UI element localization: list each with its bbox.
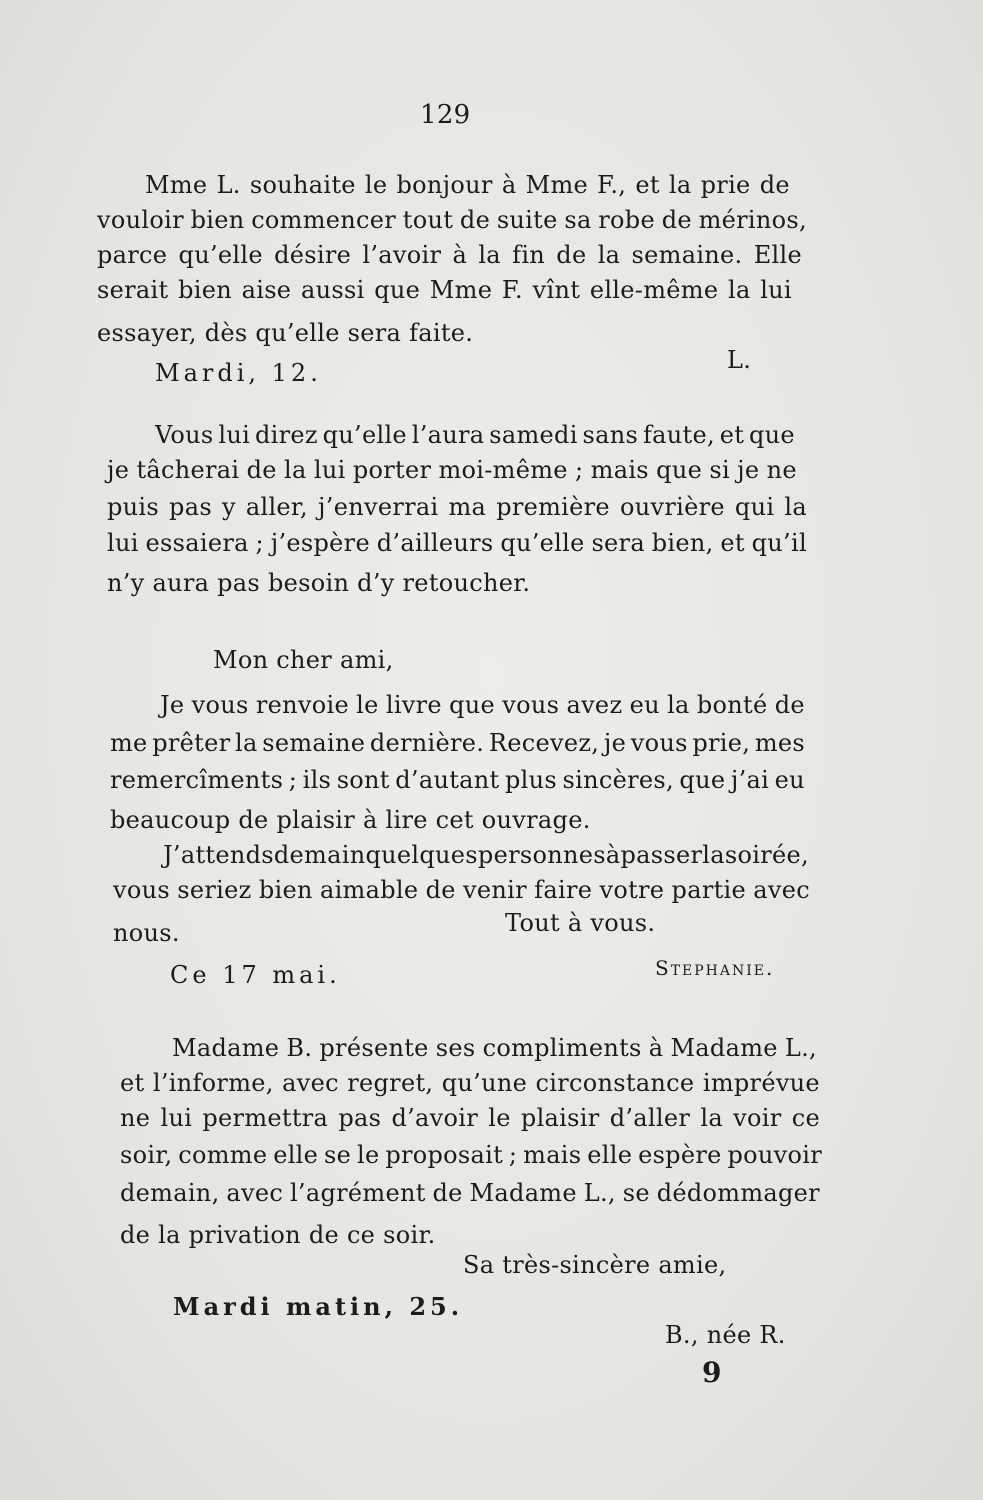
letter-1-line-text-word: mérinos, xyxy=(698,206,807,234)
letter-3-line-text-word: d’aller xyxy=(609,1104,691,1132)
letter-2-line-text-word: J’attends xyxy=(163,841,274,869)
letter-3-line-text-word: pas xyxy=(338,1104,382,1132)
reply-1-line xyxy=(107,528,807,558)
letter-1-line-text-word: que xyxy=(374,276,421,304)
letter-3-line xyxy=(120,1178,820,1208)
letter-3-line-text-word: comme xyxy=(178,1141,268,1169)
reply-1-line-text-word: mais xyxy=(590,456,649,484)
letter-3-line-text-word: se xyxy=(324,1141,352,1169)
reply-1-line-text-word: et xyxy=(720,529,745,557)
reply-1-line-text-word: faute, xyxy=(642,421,715,449)
reply-1-line-text-word: ne xyxy=(766,456,797,484)
letter-3-line-text-word: lui xyxy=(160,1104,193,1132)
letter-1-line xyxy=(97,205,807,235)
reply-1-line-text-word: Vous xyxy=(155,421,214,449)
letter-1-line-text-word: la xyxy=(727,276,751,304)
letter-1-line-text-word: de xyxy=(661,206,692,234)
letter-2-line xyxy=(110,728,805,758)
letter-1-line-text-word: fin xyxy=(512,241,546,269)
reply-1-line-text-word: porter xyxy=(352,456,432,484)
letter-2-line-text-word: que xyxy=(449,691,496,719)
reply-1-line-text-word: et xyxy=(719,421,745,449)
reply-1-line-text-word: la xyxy=(784,493,807,521)
reply-1-line xyxy=(155,420,795,450)
letter-2-line-text-word: vous xyxy=(630,729,688,757)
letter-2-line-text-word: de xyxy=(774,691,805,719)
letter-2-line-text-word: semaine xyxy=(262,729,366,757)
letter-2-line-text-word: eu xyxy=(629,691,660,719)
reply-1-line-text-word: direz xyxy=(254,421,318,449)
letter-1-line-text-word: aise xyxy=(241,276,292,304)
letter-2-line xyxy=(110,765,805,795)
letter-3-line-text-word: l’informe, xyxy=(152,1069,274,1097)
reply-1-line-text-word: lui xyxy=(107,529,139,557)
letter-2-line-text-word: avec xyxy=(753,876,810,904)
letter-1-line-text-word: bien xyxy=(190,206,245,234)
reply-1-line-text-word: l’aura xyxy=(411,421,485,449)
letter-3-line-text-word: ne xyxy=(120,1104,151,1132)
letter-3-line-text-word: soir, xyxy=(120,1141,173,1169)
letter-2-line-text-word: sont xyxy=(336,766,390,794)
letter-1-line-text-word: commencer xyxy=(251,206,397,234)
letter-3-line-text-word: et xyxy=(120,1069,145,1097)
letter-2-line-text-word: prêter xyxy=(152,729,231,757)
reply-1-line-text-word: essaiera xyxy=(145,529,249,557)
reply-1-line-text-word: pas xyxy=(169,493,212,521)
letter-2-line-text-word: à xyxy=(605,841,621,869)
reply-1-line-text-word: bien, xyxy=(651,529,714,557)
letter-1-line-text-word: F. xyxy=(501,276,523,304)
letter-1-line-text-word: le xyxy=(364,171,388,199)
letter-3-line-text-word: la xyxy=(700,1104,723,1132)
reply-1-line-text-word: qu’elle xyxy=(500,529,585,557)
letter-3-line-text-word: pouvoir xyxy=(727,1141,822,1169)
letter-1-line-text-word: vouloir xyxy=(97,206,184,234)
letter-1-line-text-word: la xyxy=(597,241,621,269)
letter-2-line-text-word: mes xyxy=(754,729,805,757)
letter-1-line-text-word: serait xyxy=(97,276,169,304)
reply-1-line-text-word: d’ailleurs xyxy=(376,529,494,557)
letter-1-line-text-word: de xyxy=(759,171,790,199)
letter-1-line-text-word: de xyxy=(459,206,491,234)
letter-3-line-text-word: compliments xyxy=(482,1034,642,1062)
reply-1-line-text-word: sans xyxy=(582,421,639,449)
reply-1-line-text-word: lui xyxy=(218,421,251,449)
letter-3-line xyxy=(120,1103,820,1133)
reply-1-line xyxy=(107,492,807,522)
letter-2-line xyxy=(160,690,805,720)
letter-2-line-text-word: Recevez, xyxy=(488,729,600,757)
reply-1-line-text-word: ma xyxy=(448,493,487,521)
letter-1-line-text-word: bien xyxy=(178,276,232,304)
letter-3-line-text-word: de xyxy=(432,1179,463,1207)
letter-3-line-text-word: présente xyxy=(319,1034,429,1062)
letter-3-closing: Sa très-sincère amie, xyxy=(463,1251,727,1279)
letter-3-line-text-word: plaisir xyxy=(520,1104,600,1132)
letter-1-line-text-word: semaine. xyxy=(631,241,743,269)
letter-2-line-text-word: vous xyxy=(502,691,560,719)
letter-3-line-text-word: ; xyxy=(508,1141,518,1169)
letter-3-line-text-word: L., xyxy=(583,1179,616,1207)
letter-1-line-text-word: sa xyxy=(564,206,592,234)
letter-3-line xyxy=(172,1033,817,1063)
reply-1-line-text-word: samedi xyxy=(489,421,578,449)
letter-1-signature: L. xyxy=(727,346,752,374)
letter-2-line-text-word: la xyxy=(702,841,725,869)
letter-2-line-text-word: demain xyxy=(273,841,366,869)
letter-2-line xyxy=(163,840,808,870)
letter-3-signature: B., née R. xyxy=(665,1321,786,1349)
letter-1-line-text-word: Elle xyxy=(753,241,802,269)
reply-1-line xyxy=(107,455,797,485)
reply-1-line-text-word: moi-même xyxy=(438,456,568,484)
reply-1-line-text-word: première xyxy=(496,493,610,521)
letter-1-line-text-word: la xyxy=(668,171,692,199)
letter-1-line-text-word: Mme xyxy=(145,171,208,199)
reply-1-line-text-word: je xyxy=(107,456,130,484)
letter-2-line-text-word: partie xyxy=(671,876,747,904)
letter-2-line-text-word: sincères, xyxy=(562,766,674,794)
letter-3-line-text-word: proposait xyxy=(385,1141,504,1169)
letter-2-line-text-word: livre xyxy=(385,691,442,719)
letter-1-line-text-word: et xyxy=(635,171,660,199)
letter-1-line-text-word: robe xyxy=(598,206,655,234)
letter-2-line-text-word: remercîments xyxy=(110,766,284,794)
letter-1-line-text-word: à xyxy=(501,171,517,199)
letter-3-line-text-word: voir xyxy=(733,1104,782,1132)
letter-1-line-text-word: Mme xyxy=(429,276,493,304)
letter-2-line-text-word: j’ai xyxy=(730,766,770,794)
letter-2-line-text-word: faire xyxy=(534,876,593,904)
reply-1-line-text-word: j’enverrai xyxy=(318,493,439,521)
letter-2-line-text-word: avez xyxy=(566,691,623,719)
letter-3-line: de la privation de ce soir. xyxy=(120,1221,436,1249)
letter-2-line-text-word: plus xyxy=(504,766,557,794)
letter-2-line-text-word: venir xyxy=(463,876,527,904)
letter-1-line-text-word: L. xyxy=(216,171,241,199)
letter-2-line-text-word: personnes xyxy=(477,841,606,869)
letter-2-line-text-word: seriez xyxy=(177,876,252,904)
reply-1-line-text-word: de xyxy=(246,456,277,484)
letter-2-line-text-word: ; xyxy=(288,766,298,794)
letter-2-line: beaucoup de plaisir à lire cet ouvrage. xyxy=(110,806,591,834)
letter-2-line-text-word: soirée, xyxy=(724,841,809,869)
letter-2-line-text-word: passer xyxy=(620,841,703,869)
letter-3-line-text-word: L., xyxy=(784,1034,817,1062)
letter-2-closing: Tout à vous. xyxy=(505,909,656,937)
letter-2-line-text-word: Je xyxy=(160,691,185,719)
letter-3-line-text-word: regret, xyxy=(347,1069,434,1097)
letter-1-line-text-word: qu’elle xyxy=(178,241,263,269)
letter-3-line-text-word: Madame xyxy=(469,1179,577,1207)
letter-2-line-text-word: le xyxy=(356,691,379,719)
reply-1-line-text-word: aller, xyxy=(245,493,308,521)
signature-mark: 9 xyxy=(702,1356,722,1389)
letter-2-line-text-word: me xyxy=(110,729,148,757)
letter-3-line-text-word: demain, xyxy=(120,1179,220,1207)
reply-1-line-text-word: la xyxy=(284,456,307,484)
reply-1-line-text-word: sera xyxy=(591,529,645,557)
letter-3-line-text-word: qu’une xyxy=(441,1069,528,1097)
letter-3-line-text-word: le xyxy=(356,1141,380,1169)
letter-1-line-text-word: suite xyxy=(496,206,558,234)
reply-1-line: n’y aura pas besoin d’y retoucher. xyxy=(107,569,531,597)
letter-1-line-text-word: Mme xyxy=(525,171,589,199)
letter-3-line-text-word: elle xyxy=(587,1141,633,1169)
letter-1-line-text-word: parce xyxy=(97,241,168,269)
letter-1-line-text-word: souhaite xyxy=(249,171,356,199)
letter-1-line-text-word: bonjour xyxy=(396,171,493,199)
letter-3-line-text-word: ce xyxy=(791,1104,820,1132)
letter-1-line-text-word: vînt xyxy=(532,276,581,304)
letter-2-line-text-word: la xyxy=(234,729,258,757)
letter-2-line-text-word: la xyxy=(667,691,690,719)
letter-2-date: Ce 17 mai. xyxy=(170,961,341,989)
letter-2-line-text-word: prie, xyxy=(692,729,751,757)
letter-2-line: nous. xyxy=(113,919,180,947)
letter-3-line-text-word: ses xyxy=(435,1034,476,1062)
reply-1-line-text-word: je xyxy=(737,456,760,484)
letter-3-line-text-word: mais xyxy=(523,1141,582,1169)
letter-1-line-text-word: prie xyxy=(700,171,751,199)
letter-3-line-text-word: avec xyxy=(226,1179,284,1207)
letter-1-line-text-word: tout xyxy=(402,206,454,234)
reply-1-line-text-word: qui xyxy=(734,493,775,521)
letter-3-date: Mardi matin, 25. xyxy=(173,1292,464,1321)
letter-3-line-text-word: Madame xyxy=(172,1034,280,1062)
letter-1-line xyxy=(97,275,792,305)
reply-1-line-text-word: que xyxy=(749,421,795,449)
letter-3-line xyxy=(120,1068,820,1098)
letter-3-line-text-word: espère xyxy=(638,1141,722,1169)
letter-3-line-text-word: à xyxy=(648,1034,664,1062)
reply-1-line-text-word: puis xyxy=(107,493,160,521)
letter-2-line-text-word: eu xyxy=(774,766,805,794)
letter-2-line-text-word: vous xyxy=(113,876,170,904)
reply-1-line-text-word: ; xyxy=(575,456,584,484)
letter-2-line-text-word: votre xyxy=(599,876,665,904)
page-number: 129 xyxy=(420,100,471,130)
letter-1-line-text-word: la xyxy=(478,241,501,269)
letter-3-line-text-word: avec xyxy=(282,1069,339,1097)
reply-1-line-text-word: ouvrière xyxy=(619,493,725,521)
letter-2-line-text-word: je xyxy=(603,729,627,757)
letter-1-line xyxy=(145,170,790,200)
letter-3-line-text-word: B. xyxy=(286,1034,313,1062)
reply-1-line-text-word: qu’elle xyxy=(322,421,407,449)
letter-2-line-text-word: ils xyxy=(302,766,332,794)
letter-3-line-text-word: circonstance xyxy=(535,1069,695,1097)
letter-1-line-text-word: à xyxy=(452,241,468,269)
letter-3-line xyxy=(120,1140,822,1170)
reply-1-line-text-word: que xyxy=(656,456,703,484)
letter-2-line-text-word: quelques xyxy=(365,841,478,869)
letter-2-line-text-word: que xyxy=(679,766,726,794)
letter-2-line-text-word: renvoie xyxy=(255,691,349,719)
letter-3-line-text-word: dédommager xyxy=(656,1179,820,1207)
letter-2-line-text-word: vous xyxy=(191,691,249,719)
letter-1-line-text-word: aussi xyxy=(300,276,365,304)
letter-1-line xyxy=(97,240,802,270)
letter-2-line xyxy=(113,875,810,905)
letter-1-line-text-word: F., xyxy=(597,171,627,199)
letter-2-signature: Stephanie. xyxy=(655,956,775,980)
letter-1-line-text-word: l’avoir xyxy=(362,241,442,269)
letter-1-line-text-word: désire xyxy=(274,241,352,269)
letter-3-line-text-word: se xyxy=(622,1179,650,1207)
letter-3-line-text-word: permettra xyxy=(202,1104,329,1132)
letter-3-line-text-word: Madame xyxy=(670,1034,778,1062)
reply-1-line-text-word: lui xyxy=(313,456,346,484)
letter-2-line-text-word: de xyxy=(425,876,456,904)
letter-3-line-text-word: d’avoir xyxy=(391,1104,479,1132)
letter-2-line-text-word: aimable xyxy=(319,876,419,904)
letter-2-salutation: Mon cher ami, xyxy=(213,646,394,674)
letter-1-date: Mardi, 12. xyxy=(155,359,322,387)
letter-1-line-text-word: lui xyxy=(760,276,792,304)
letter-3-line-text-word: le xyxy=(488,1104,511,1132)
reply-1-line-text-word: si xyxy=(709,456,730,484)
reply-1-line-text-word: y xyxy=(221,493,236,521)
reply-1-line-text-word: qu’il xyxy=(751,529,807,557)
letter-2-line-text-word: bonté xyxy=(696,691,768,719)
letter-1-line-text-word: de xyxy=(556,241,587,269)
reply-1-line-text-word: tâcherai xyxy=(136,456,240,484)
letter-2-line-text-word: d’autant xyxy=(395,766,500,794)
letter-3-line-text-word: l’agrément xyxy=(289,1179,426,1207)
letter-2-line-text-word: bien xyxy=(258,876,313,904)
letter-3-line-text-word: elle xyxy=(273,1141,319,1169)
letter-2-line-text-word: dernière. xyxy=(369,729,485,757)
reply-1-line-text-word: j’espère xyxy=(270,529,370,557)
letter-1-line-text-word: elle-même xyxy=(589,276,719,304)
letter-3-line-text-word: imprévue xyxy=(702,1069,820,1097)
letter-1-line: essayer, dès qu’elle sera faite. xyxy=(97,319,474,347)
reply-1-line-text-word: ; xyxy=(255,529,264,557)
